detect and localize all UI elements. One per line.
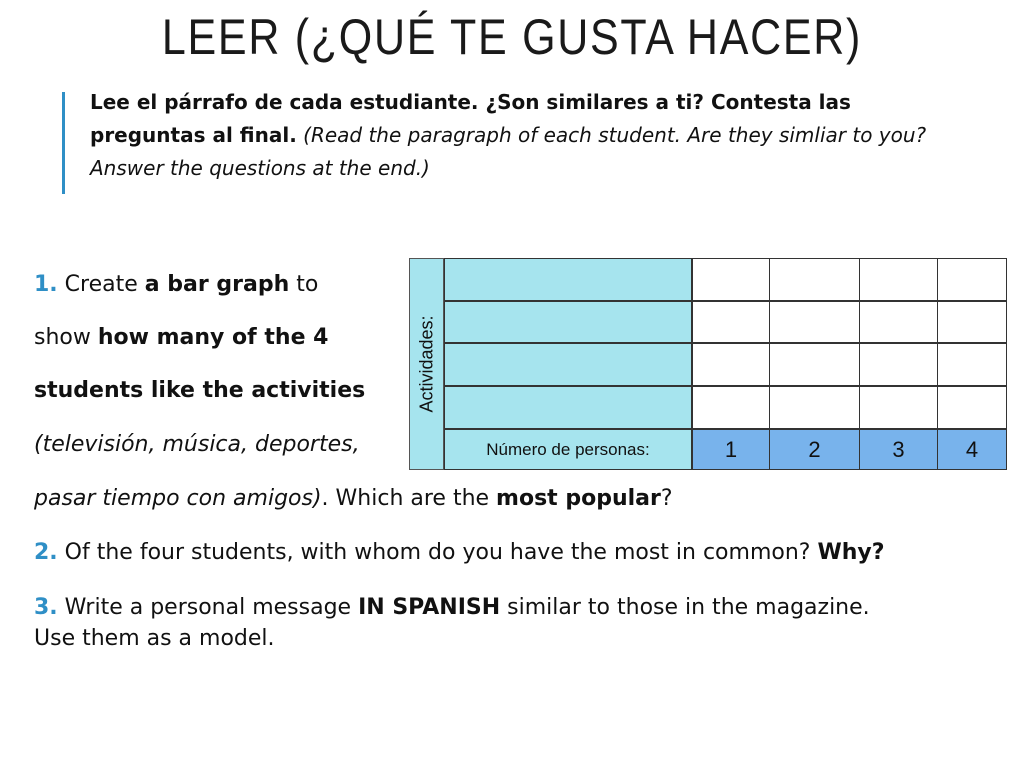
- graph-cell[interactable]: [769, 301, 860, 343]
- graph-cell[interactable]: [859, 258, 938, 301]
- count-label: 3: [859, 429, 938, 470]
- task3-text: similar to those in the magazine.: [500, 595, 870, 620]
- graph-cell[interactable]: [769, 343, 860, 386]
- accent-bar: [62, 92, 65, 194]
- activity-cell[interactable]: [444, 258, 692, 301]
- task1-bold: most popular: [496, 486, 661, 511]
- graph-cell[interactable]: [692, 258, 770, 301]
- graph-cell[interactable]: [769, 258, 860, 301]
- graph-cell[interactable]: [937, 343, 1007, 386]
- graph-cell[interactable]: [859, 343, 938, 386]
- x-axis-label: Número de personas:: [444, 429, 692, 470]
- activity-cell[interactable]: [444, 343, 692, 386]
- task1-italic: pasar tiempo con amigos): [34, 486, 322, 511]
- task3-line1: [34, 593, 870, 623]
- bar-graph-table: [409, 258, 1007, 470]
- task1-bold: a bar graph: [144, 272, 290, 297]
- activity-cell[interactable]: [444, 301, 692, 343]
- graph-cell[interactable]: [859, 301, 938, 343]
- task1-text: show: [34, 325, 98, 350]
- task1-text: Create: [64, 272, 145, 297]
- count-label: 2: [769, 429, 860, 470]
- instructions: [90, 86, 970, 185]
- task1-bold: how many of the 4: [97, 325, 329, 350]
- activity-cell[interactable]: [444, 386, 692, 429]
- task1-bold: students like the activities: [34, 378, 366, 403]
- graph-cell[interactable]: [937, 301, 1007, 343]
- task1-line2: [34, 311, 328, 365]
- task3-number: 3.: [34, 595, 58, 620]
- task1-number: 1.: [34, 272, 58, 297]
- task1-text: ?: [660, 486, 673, 511]
- y-axis-label: Actividades:: [416, 315, 436, 413]
- task3-text: Use them as a model.: [34, 626, 275, 651]
- task1-italic: (televisión, música, deportes,: [34, 432, 360, 457]
- task1-line5: [34, 472, 673, 526]
- graph-cell[interactable]: [859, 386, 938, 429]
- graph-cell[interactable]: [692, 301, 770, 343]
- task2-bold: Why?: [817, 540, 885, 565]
- graph-cell[interactable]: [769, 386, 860, 429]
- count-label: 4: [937, 429, 1007, 470]
- task1-line4: [34, 418, 360, 472]
- task3-text: Write a personal message: [57, 595, 359, 620]
- y-axis-label-cell: [409, 258, 444, 470]
- graph-cell[interactable]: [937, 386, 1007, 429]
- task1-line1: [34, 258, 318, 312]
- graph-cell[interactable]: [937, 258, 1007, 301]
- page-title: LEER (¿QUÉ TE GUSTA HACER): [161, 9, 863, 65]
- task2: [34, 526, 885, 580]
- task2-number: 2.: [34, 540, 58, 565]
- task1-line3: [34, 364, 365, 418]
- instructions-english: (Read the paragraph of each student. Are they simliar to you? Answer the questions at the end.): [90, 123, 927, 180]
- task1-text: to: [289, 272, 319, 297]
- graph-cell[interactable]: [692, 386, 770, 429]
- instructions-spanish: Lee el párrafo de cada estudiante. ¿Son similares a ti? Contesta las preguntas al final.: [90, 90, 851, 147]
- graph-cell[interactable]: [692, 343, 770, 386]
- task3-bold: IN SPANISH: [358, 595, 501, 620]
- count-label: 1: [692, 429, 770, 470]
- task1-text: . Which are the: [321, 486, 497, 511]
- task2-text: Of the four students, with whom do you have the most in common?: [57, 540, 818, 565]
- task3-line2: [34, 624, 275, 654]
